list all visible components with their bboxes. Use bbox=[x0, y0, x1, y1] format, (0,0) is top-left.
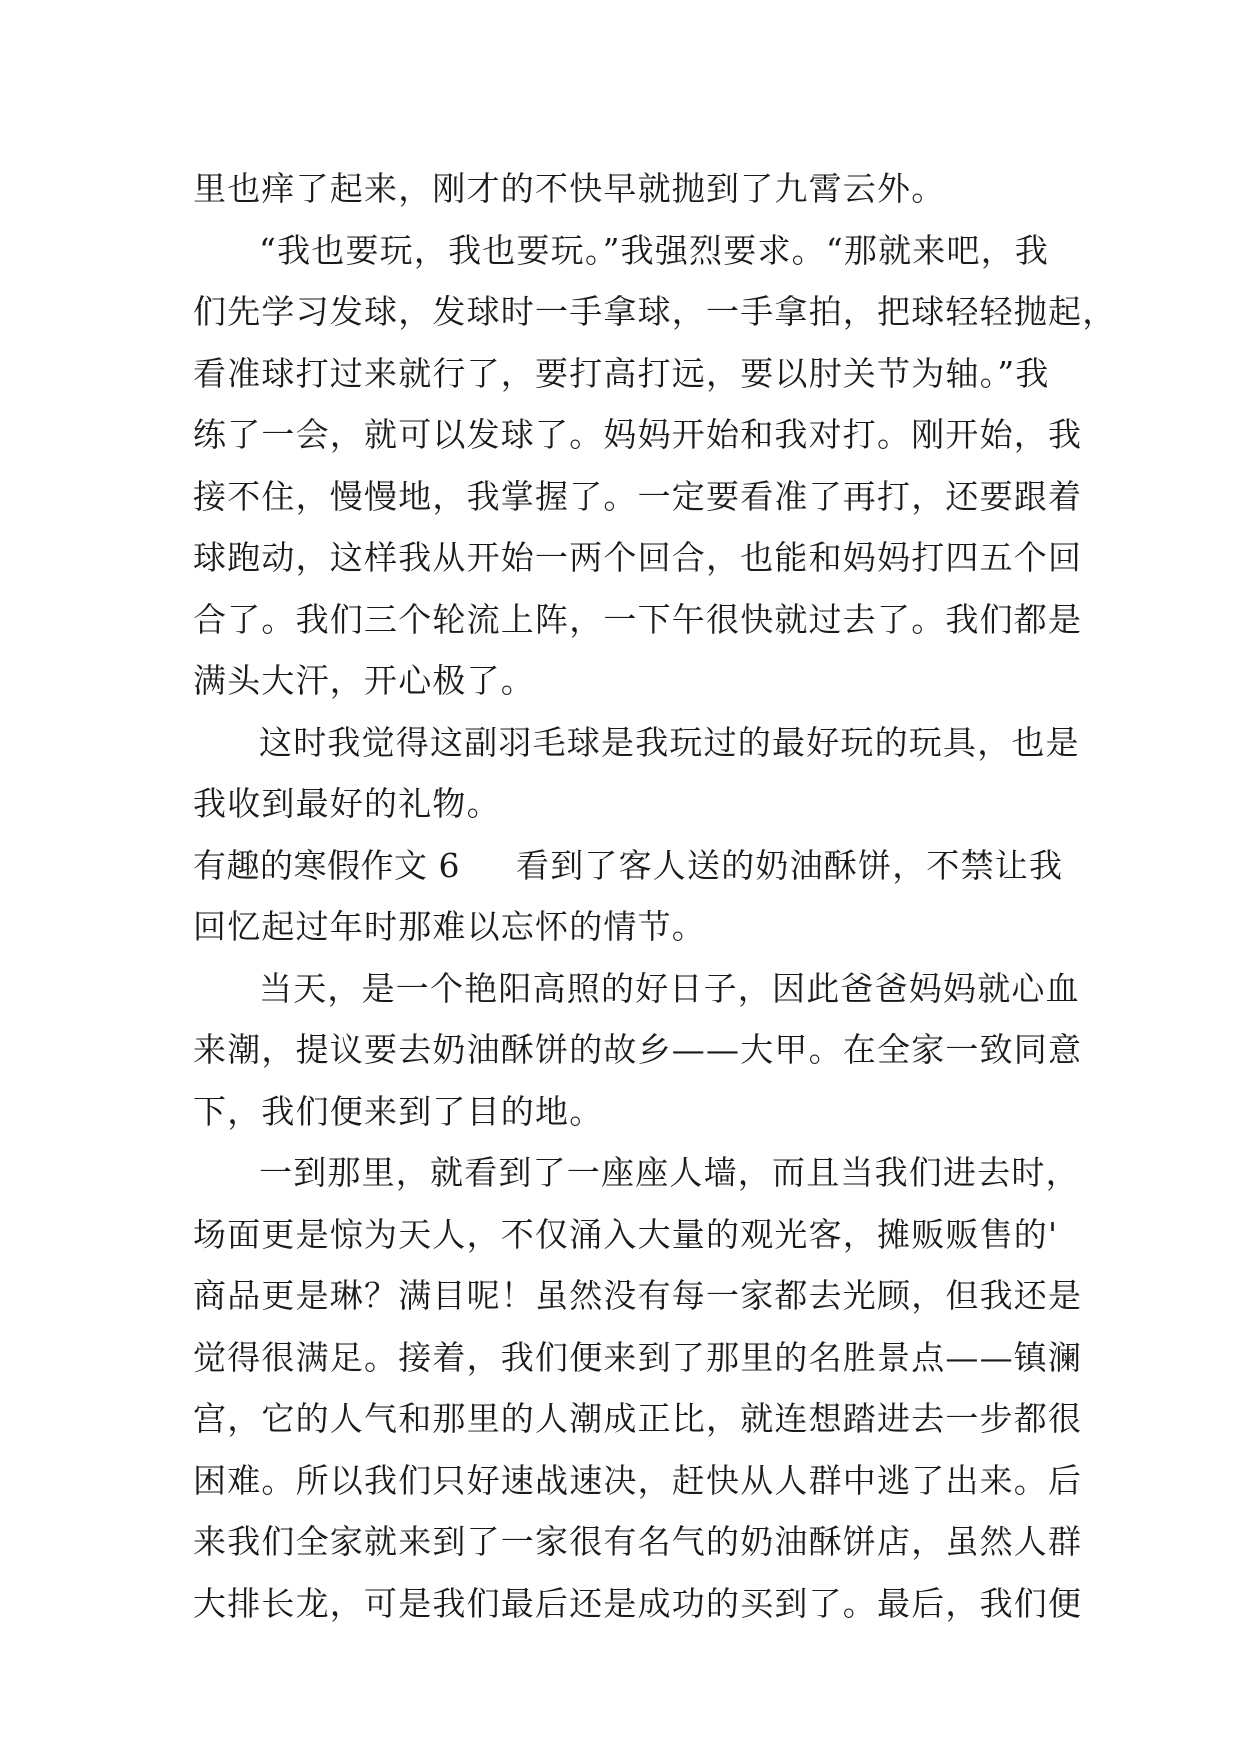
text-line: 宫，它的人气和那里的人潮成正比，就连想踏进去一步都很 bbox=[193, 1399, 1083, 1438]
text-line: 我收到最好的礼物。 bbox=[193, 784, 501, 823]
text-line: 一到那里，就看到了一座座人墙，而且当我们进去时， bbox=[259, 1153, 1080, 1192]
text-line: 练了一会，就可以发球了。妈妈开始和我对打。刚开始，我 bbox=[193, 415, 1083, 454]
essay-heading-line bbox=[193, 835, 1064, 897]
text-line: 看准球打过来就行了，要打高打远，要以肘关节为轴。”我 bbox=[193, 353, 1050, 393]
text-line: 觉得很满足。接着，我们便来到了那里的名胜景点——镇澜 bbox=[193, 1337, 1083, 1377]
text-line: 商品更是琳？满目呢！虽然没有每一家都去光顾，但我还是 bbox=[193, 1276, 1083, 1315]
paragraph bbox=[193, 1142, 1083, 1634]
text-line: 合了。我们三个轮流上阵，一下午很快就过去了。我们都是 bbox=[193, 599, 1083, 639]
text-line: 来潮，提议要去奶油酥饼的故乡——大甲。在全家一致同意 bbox=[193, 1030, 1083, 1069]
text-line: 满头大汗，开心极了。 bbox=[193, 661, 535, 700]
text-line: 下，我们便来到了目的地。 bbox=[193, 1091, 604, 1131]
text-line: 这时我觉得这副羽毛球是我玩过的最好玩的玩具，也是 bbox=[259, 722, 1080, 762]
paragraph bbox=[193, 712, 1080, 835]
essay-title: 有趣的寒假作文 6 bbox=[193, 845, 460, 885]
text-line: 球跑动，这样我从开始一两个回合，也能和妈妈打四五个回 bbox=[193, 538, 1083, 577]
text-line: 看到了客人送的奶油酥饼，不禁让我 bbox=[516, 845, 1064, 885]
text-line: 场面更是惊为天人，不仅涌入大量的观光客，摊贩贩售的' bbox=[193, 1214, 1059, 1254]
text-line: 来我们全家就来到了一家很有名气的奶油酥饼店，虽然人群 bbox=[193, 1522, 1083, 1561]
text-line: 大排长龙，可是我们最后还是成功的买到了。最后，我们便 bbox=[193, 1583, 1083, 1623]
text-line: 当天，是一个艳阳高照的好日子，因此爸爸妈妈就心血 bbox=[259, 968, 1080, 1008]
text-line: 回忆起过年时那难以忘怀的情节。 bbox=[193, 907, 706, 946]
document-body bbox=[193, 158, 1117, 1634]
text-line: 困难。所以我们只好速战速决，赶快从人群中逃了出来。后 bbox=[193, 1460, 1083, 1500]
text-line: 们先学习发球，发球时一手拿球，一手拿拍，把球轻轻抛起， bbox=[193, 292, 1117, 331]
paragraph bbox=[193, 220, 1117, 712]
essay-section-start bbox=[193, 835, 1064, 958]
paragraph bbox=[193, 158, 1053, 220]
text-line: “我也要玩，我也要玩。”我强烈要求。“那就来吧，我 bbox=[259, 230, 1050, 270]
paragraph bbox=[193, 958, 1083, 1143]
text-line: 里也痒了起来，刚才的不快早就抛到了九霄云外。 bbox=[193, 169, 946, 208]
text-line: 接不住，慢慢地，我掌握了。一定要看准了再打，还要跟着 bbox=[193, 476, 1083, 516]
